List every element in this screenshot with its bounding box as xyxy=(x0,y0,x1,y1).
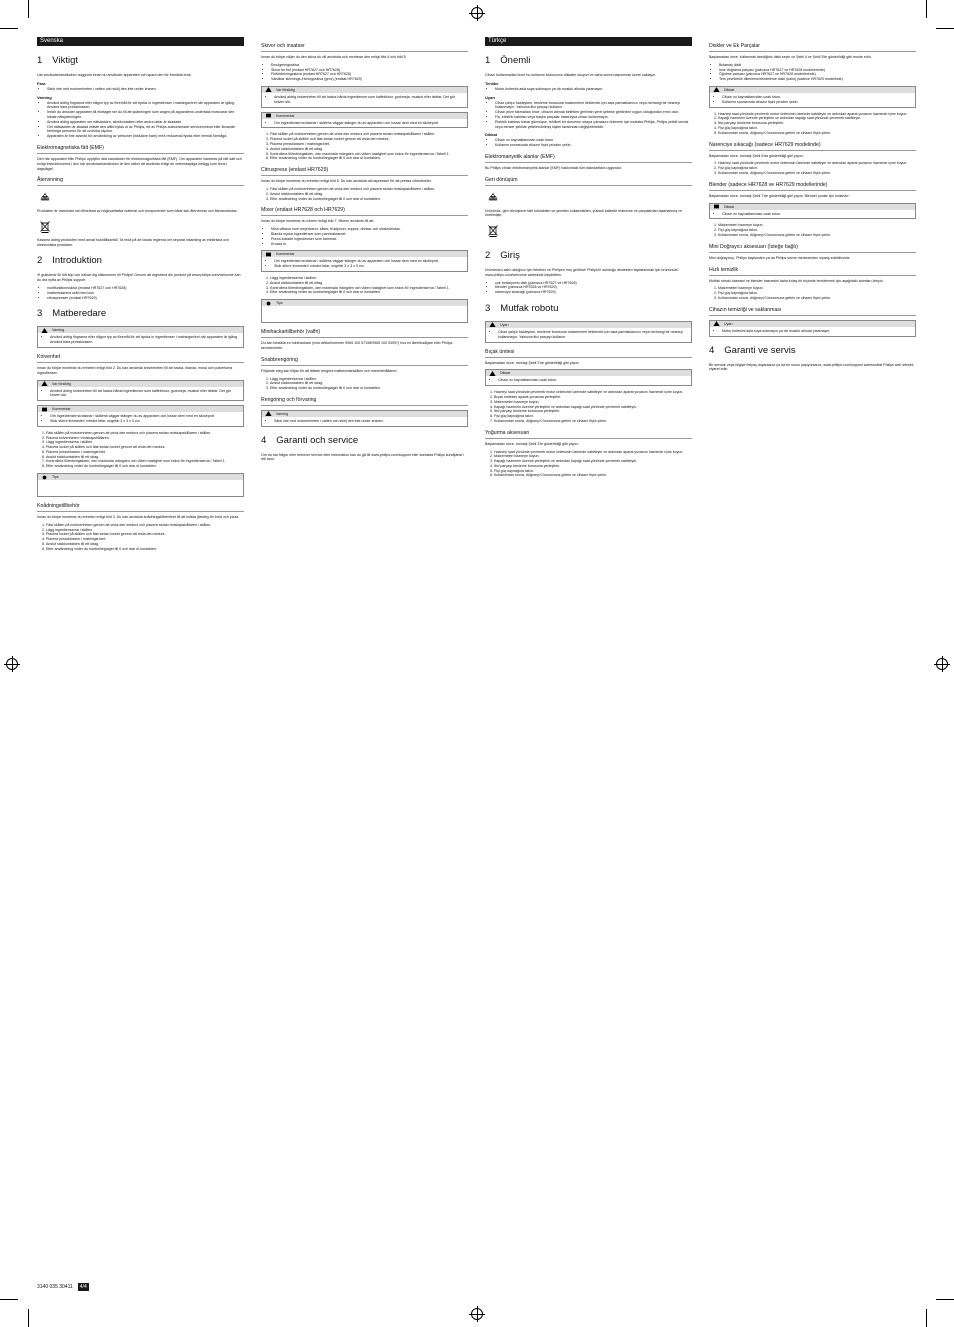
tips-box xyxy=(37,473,244,497)
danger-label: Fara xyxy=(37,80,46,86)
column-svenska-1 xyxy=(37,37,244,555)
danger-list xyxy=(485,87,692,92)
section-heading-garanti: 4 Garanti och service xyxy=(261,434,359,446)
subheading-emf: Elektromanyetik alanlar (EMF) xyxy=(485,154,692,163)
list-item: 1. Fäst skålen på motorenheten genom att vrida den medurs och placera sedan redskapshållaren i skålen. xyxy=(46,523,244,528)
list-item: • Skär större livsmedel i mindre bitar, ungefär 3 x 3 x 3 cm. xyxy=(274,264,463,269)
list-item: 2. Anslut stickkontakten till ett uttag. xyxy=(270,381,468,386)
list-item: 1. Fäst skålen på motorenheten genom att vrida den medurs och placera sedan redskapshållaren i skålen. xyxy=(270,187,468,192)
list-item: • Om nätsladden är skadad måste den alltid bytas ut av Philips, ett av Philips auktoriserade serviceombud eller liknande behöriga personer för att undvika olyckor. xyxy=(47,125,244,135)
steps-list xyxy=(709,161,916,175)
subheading-rengoring: Rengöring och förvaring xyxy=(261,397,468,406)
section-heading-giris: 2 Giriş xyxy=(485,249,520,261)
registration-mark-icon xyxy=(471,1308,483,1320)
recycling-text-2: Kassera aldrig produkten med annat hushållsavfall. Ta reda på de lokala reglerna om separat insamling av elektriska och elektroniska produkter. xyxy=(37,237,229,247)
list-item: 4. Placera locket på skålen och fäst sedan locket genom att vrida det medurs. xyxy=(46,445,244,450)
list-item: 3. Efter användning vrider du kontrollreglaget till 0 och drar ut kontakten. xyxy=(270,197,468,202)
subheading-minihackare: Minihackartillbehör (valfri) xyxy=(261,329,468,338)
column-turkce-1 xyxy=(485,37,692,481)
list-item: • multifunktionsskiva (endast HR7627 och HR7628) xyxy=(47,286,244,291)
warning-triangle-icon xyxy=(265,411,272,416)
list-item: 6. Kullanımdan sonra, düğmeyi 0 konumuna getirin ve cihazın fişini çekin. xyxy=(494,473,692,478)
list-item: 1. Hazneyi saat yönünde çevirerek motor ünitesinin üzerinde sabitleyin ve ardından aparat yuvasını haznenin içine koyun. xyxy=(718,112,916,117)
list-item: • Använd aldrig knivenheten till att hacka hårda ingredienser som kaffebönor, gurkmeja, muskot eller isbitar. Det gör kniven slö. xyxy=(274,95,463,105)
column-turkce-2 xyxy=(709,37,916,375)
list-item: 5. Anslut stickkontakten till ett uttag. xyxy=(46,542,244,547)
box-label: Var försiktig xyxy=(276,87,295,92)
list-item: • Skiva för fint (endast HR7627 och HR7628) xyxy=(271,68,468,73)
steps-list xyxy=(709,112,916,136)
list-item: • Finfördelningsskiva (endast HR7627 och HR7628) xyxy=(271,72,468,77)
steps-list xyxy=(485,390,692,424)
list-item: 2. Lägg ingredienserna i skålen. xyxy=(46,528,244,533)
warning-label: Uyarı xyxy=(485,94,496,100)
list-item: • Använd aldrig apparaten om nätsladden, stickkontakten eller andra delar är skadade. xyxy=(47,120,244,125)
crop-mark xyxy=(926,0,927,18)
registration-mark-icon xyxy=(6,658,18,670)
list-item: • Om ingredienserna fastnar i skålens väggar stänger du av apparaten och lossar dem med en slickepott. xyxy=(274,121,463,126)
subheading-citruspress: Citruspress (endast HR7629) xyxy=(261,167,468,176)
recycling-text: Ürününüz, geri dönüşüme tabi tutulabilen ve yeniden kullanılabilen, yüksek kalitede malzeme ve parçalardan tasarlanmış ve üretilmiştir. xyxy=(485,208,682,218)
box-label: Uyarı xyxy=(500,322,509,327)
list-item: 1. Malzemeleri hazneye koyun. xyxy=(718,286,916,291)
page-footer xyxy=(37,1283,89,1291)
warning-label: Varning xyxy=(37,94,52,100)
list-item: 5. Fişi güç kaynağına takın. xyxy=(494,469,692,474)
knivenhet-text: Innan du börjar monterar du enheten enligt bild 2. Du kan använda knivenheten till att hacka, blanda, mosa och pulverisera ingredienser. xyxy=(37,365,233,375)
blender-text: Başlamadan önce, montajı Şekil 7'de gösterildiği gibi yapın. Blender şunlar için kullanılır: xyxy=(709,193,850,198)
steps-list xyxy=(709,223,916,237)
box-label: Uyarı xyxy=(724,321,733,326)
list-item: • Cihazı prize takmadan önce, cihazın altında belirtilen gerilimin yerel şebeke gerilimine uygun olduğundan emin olun. xyxy=(495,110,692,115)
list-item: • Emulgeringsskiva xyxy=(271,63,468,68)
subheading-snabbrengoring: Snabbrengöring xyxy=(261,357,468,366)
list-item: 2. Anslut stickkontakten till ett uttag. xyxy=(270,281,468,286)
bicak-text: Başlamadan önce, montajı Şekil 2'de gösterildiği gibi yapın. xyxy=(485,360,580,365)
list-item: 5. İtici parçayı besleme borusuna yerleştirin. xyxy=(494,409,692,414)
crop-mark xyxy=(28,1309,29,1327)
introduction-text: Vi gratulerar till ditt köp och hälsar dig välkommen till Philips! Genom att registrera din produkt på www.philips.com/welcome kan du dra nytta av Philips support. xyxy=(37,273,241,283)
comment-box xyxy=(261,112,468,129)
box-label: Tips xyxy=(276,301,283,306)
mixer-text: Innan du börjar monterar du mixern enligt bild 7. Mixern används till att: xyxy=(261,219,375,224)
subheading-yogurma: Yoğurma aksesuarı xyxy=(485,430,692,439)
subheading-emf: Elektromagnetiska fält (EMF) xyxy=(37,145,244,154)
tips-box xyxy=(261,299,468,323)
list-item: • Motor ünitesini asla suya sokmayın ya da musluk altında yıkamayın. xyxy=(722,329,911,334)
list-item: 4. Fişi güç kaynağına takın. xyxy=(718,126,916,131)
list-item: 1. Hazneyi saat yönünde çevirerek motor ünitesinin üzerinde sabitleyin ve ardından aparat yuvasını haznenin içine koyun. xyxy=(494,450,692,455)
warning-box xyxy=(37,326,244,348)
list-item: • Om ingredienserna fastnar i skålens väggar stänger du av apparaten och lossar dem med en slickepott. xyxy=(274,259,463,264)
list-item: 2. Kapağı haznenin üzerine yerleştirin ve ardından kapağı saat yönünde çevirerek sabitleyin. xyxy=(718,116,916,121)
list-item: 3. Kullanımdan sonra, düğmeyi 0 konumuna getirin ve cihazın fişini çekin. xyxy=(718,296,916,301)
steps-list xyxy=(485,450,692,479)
caution-box xyxy=(485,369,692,386)
caution-icon xyxy=(489,371,496,376)
list-item: 5. Kontrollera tillredningstiden, den maximala mängden och vilken hastighet som krävs för ingredienserna i Tabell 1. xyxy=(270,152,468,157)
introduction-text: Ürününüzü satın aldığınız için tebrikler ve Philips'e hoş geldiniz! Philips'in sunduğu destekten faydalanmak için ürününüzü www.philips.com/welcome adresinde kaydettirin. xyxy=(485,267,679,277)
subheading-hizli-temizlik: Hızlı temizlik xyxy=(709,267,916,276)
recycle-icon xyxy=(39,192,51,204)
list-item: • İnce doğrama parçası (yalnızca HR7627 ve HR7628 modellerinde) xyxy=(719,68,916,73)
caution-icon xyxy=(265,87,272,92)
narenciye-text: Başlamadan önce, montajı Şekil 6'da gösterildiği gibi yapın. xyxy=(709,153,804,158)
list-item: 4. Kapağı haznenin üzerine yerleştirin ve ardından kapağı saat yönünde çevirerek sabitleyin. xyxy=(494,405,692,410)
list-item: • narenciye sıkacağı (yalnızca HR7629) xyxy=(495,290,692,295)
list-item: 6. Efter användning vrider du kontrollreglaget till 0 och drar ut kontakten. xyxy=(46,547,244,552)
section-heading-introduktion: 2 Introduktion xyxy=(37,255,102,267)
hizli-text: Mutfak robotu kasesini ve blender haznesini daha kolay bir biçimde temizlemek için aşağıdaki adımları izleyin. xyxy=(709,278,884,283)
section-heading-mutfak-robotu: 3 Mutfak robotu xyxy=(485,302,559,314)
list-item: • Fiş, elektrik kablosu veya başka parçalar hasarlıysa cihazı kullanmayın. xyxy=(495,115,692,120)
list-item: 2. Bıçak ünitesini aparat yuvasına yerleştirin. xyxy=(494,395,692,400)
list-item: 1. Fäst skålen på motorenheten genom att vrida den medurs och placera sedan redskapshållaren i skålen. xyxy=(270,132,468,137)
list-item: • Kullanım sonrasında cihazın fişini prizden çekin. xyxy=(495,143,692,148)
list-item: 2. Anslut stickkontakten till ett uttag. xyxy=(270,192,468,197)
caution-icon xyxy=(713,87,720,92)
language-tab-turkce: Türkçe xyxy=(485,37,692,46)
snabb-text: Följande steg kan följas för att lättare rengöra matberedarskålen och mixerbehållaren. xyxy=(261,368,398,373)
box-label: Kommentar xyxy=(276,252,295,257)
citrus-text: Innan du börjar monterar du enheten enligt bild 6. Du kan använda citruspressen för att pressa citrusfrukter. xyxy=(261,179,432,184)
list-item: • matberedarens skål med lock xyxy=(47,291,244,296)
list-item: 3. Efter användning vrider du kontrollreglaget till 0 och drar ut kontakten. xyxy=(270,386,468,391)
box-label: Dikkat xyxy=(724,204,734,209)
list-item: 6. Fişi güç kaynağına takın. xyxy=(494,414,692,419)
list-item: • Använd aldrig fingrarna eller någon typ av föremål för att trycka in ingredienser i matningsröret när apparaten är igång. Använd bara pressklossen. xyxy=(50,335,239,345)
steps-list xyxy=(261,132,468,161)
box-label: Tips xyxy=(52,475,59,480)
box-label: Dikkat xyxy=(724,87,734,92)
emf-text: Den här apparaten från Philips uppfyller alla standarder för elektromagnetiska fält (EMF). Om apparaten hanteras på rätt sätt och enligt instruktionerna i den här användarhandboken är den säker att använda enligt de vetenskapliga belägg som finns i dagsläget. xyxy=(37,156,242,171)
caution-box xyxy=(37,380,244,402)
list-item: • Elektrik kablosu hasar görmüşse, tehlikeli bir durumun ortaya çıkmasını önlemek için mutlaka Philips, Philips yetkili servisi veya benzer şekilde yetkilendirilmiş kişiler tarafından değiştirilmelidir. xyxy=(495,120,692,130)
page-number: 4/4 xyxy=(79,1284,87,1290)
list-item: 7. Kontrollera tillredningstiden, den maximala mängden och vilken hastighet som krävs för ingredienserna i Tabell 1. xyxy=(46,459,244,464)
emf-text: Bu Philips cihazı elektromanyetik alanlar (EMF) hakkındaki tüm standartlara uygundur. xyxy=(485,165,623,170)
product-list xyxy=(37,286,244,300)
list-item: 3. Lägg ingredienserna i skålen. xyxy=(46,440,244,445)
caution-icon xyxy=(41,381,48,386)
list-item: 2. Fişi güç kaynağına takın. xyxy=(718,228,916,233)
list-item: 3. Kullanımdan sonra, düğmeyi 0 konumuna getirin ve cihazın fişini çekin. xyxy=(718,233,916,238)
list-item: • Blanda mjuka ingredienser som pannkakssmet. xyxy=(271,232,468,237)
caution-box xyxy=(709,86,916,108)
list-item: • Sänk inte ned motorenheten i vatten och skölj den inte under kranen. xyxy=(47,87,244,92)
list-item: • Bulamaç diski xyxy=(719,63,916,68)
list-item: 6. Efter användning vrider du kontrollreglaget till 0 och drar ut kontakten. xyxy=(270,156,468,161)
list-item: 1. Lägg ingredienserna i skålen. xyxy=(270,377,468,382)
intro-text: Cihazı kullanmadan önce bu kullanım kılavuzunu dikkatle okuyun ve daha sonra başvurmak üzere saklayın. xyxy=(485,73,657,77)
registration-mark-icon xyxy=(471,7,483,19)
warning-triangle-icon xyxy=(41,328,48,333)
diskler-text: Başlamadan önce, kullanmak istediğiniz diski seçin ve Şekil 4 ve Şekil 5'te gösterildiği gibi monte edin. xyxy=(709,55,872,59)
box-label: Varning xyxy=(276,411,289,416)
subheading-mini-dograyici: Mini Doğrayıcı aksesuarı (İsteğe bağlı) xyxy=(709,244,916,253)
list-item: 2. Placera knivenheten i redskapshållaren. xyxy=(46,436,244,441)
section-heading-onemli: 1 Önemli xyxy=(485,55,531,66)
list-item: • Motor ünitesini asla suya sokmayın ya da musluk altında yıkamayın. xyxy=(495,87,692,92)
knadning-text: Innan du börjar monterar du enheten enligt bild 3. Du kan använda knådningstillbehöret till att knåda jästdeg för bröd och pizza. xyxy=(37,515,240,520)
list-item: • Purea kokade ingredienser som barnmat. xyxy=(271,237,468,242)
list-item: 1. Lägg ingredienserna i skålen. xyxy=(270,276,468,281)
comment-box xyxy=(261,250,468,272)
caution-box xyxy=(261,86,468,108)
tip-star-icon xyxy=(41,475,48,480)
disc-list xyxy=(261,63,468,82)
crop-mark xyxy=(926,1309,927,1327)
list-item: 1. Fäst skålen på motorenheten genom att vrida den medurs och placera sedan redskapshållaren i skålen. xyxy=(46,431,244,436)
list-item: 3. Kullanımdan sonra, düğmeyi 0 konumuna getirin ve cihazın fişini çekin. xyxy=(718,171,916,176)
list-item: 3. Kapağı haznenin üzerine yerleştirin ve ardından kapağı saat yönünde çevirerek sabitleyin. xyxy=(494,459,692,464)
yogurma-text: Başlamadan önce, montajı Şekil 3'te gösterildiği gibi yapın. xyxy=(485,441,579,446)
skivor-text: Innan du börjar väljer du den skiva du vill använda och monterar den enligt bild 4 och bild 5. xyxy=(261,55,407,59)
comment-icon xyxy=(41,407,48,412)
list-item: 2. Fişi güç kaynağına takın. xyxy=(718,166,916,171)
steps-list xyxy=(709,286,916,300)
list-item: 4. İtici parçayı besleme borusuna yerleştirin. xyxy=(494,464,692,469)
steps-list xyxy=(261,377,468,391)
warning-list xyxy=(37,101,244,139)
list-item: 2. Placera locket på skålen och fäst sedan locket genom att vrida det medurs. xyxy=(270,137,468,142)
warning-box xyxy=(709,320,916,337)
subheading-temizlik: Cihazın temizliği ve saklanması xyxy=(709,307,916,316)
list-item: • Innan du ansluter apparaten till eluttaget ser du till att spänningen som anges på apparatens undersida motsvarar den lokala nätspänningen. xyxy=(47,110,244,120)
mixer-list xyxy=(261,227,468,246)
section-heading-viktigt: 1 Viktigt xyxy=(37,55,78,66)
list-item: • Cihaz çalışır haldeyken, besleme borusuna malzemeleri iteklemek için asla parmaklarınızı veya herhangi bir nesneyi kullanmayın. Yalnızca itici parçayı kullanın. xyxy=(495,101,692,111)
warning-list xyxy=(485,101,692,130)
disc-list xyxy=(709,63,916,82)
comment-icon xyxy=(713,204,720,209)
garanti-text: Om du har frågor eller behöver service eller information kan du gå till www.philips.com/support eller kontakta Philips kundtjänst i ditt land. xyxy=(261,452,464,462)
list-item: • Apparaten är inte avsedd för användning av personer (inklusive barn) med reducerad fysisk eller mental förmåga. xyxy=(47,134,244,139)
list-item: 3. Placera pressklossen i matningsröret. xyxy=(270,142,468,147)
subheading-blender: Blender (sadece HR7628 ve HR7629 modellerinde) xyxy=(709,182,916,191)
list-item: • citruspressen (endast HR7629) xyxy=(47,296,244,301)
section-heading-matberedare: 3 Matberedare xyxy=(37,308,107,320)
crossed-bin-icon xyxy=(487,224,499,237)
steps-list xyxy=(37,523,244,552)
list-item: 5. Kullanımdan sonra, düğmeyi 0 konumuna getirin ve cihazın fişini çekin. xyxy=(718,131,916,136)
list-item: 2. Fişi güç kaynağına takın. xyxy=(718,291,916,296)
list-item: 1. Hazneyi saat yönünde çevirerek motor ünitesinin üzerinde sabitleyin ve ardından aparat yuvasını haznenin içine koyun. xyxy=(718,161,916,166)
list-item: 5. Placera pressklossen i matningsröret. xyxy=(46,450,244,455)
tip-star-icon xyxy=(265,301,272,306)
crossed-bin-icon xyxy=(39,220,51,233)
list-item: • Krossa is. xyxy=(271,242,468,247)
crop-mark xyxy=(936,28,954,29)
list-item: • Cihaz çalışır haldeyken, besleme borusuna malzemeleri iteklemek için asla parmaklarınızı veya herhangi bir nesneyi kullanmayın. Yalnızca itici parçayı kullanın. xyxy=(498,330,687,340)
subheading-diskler: Diskler ve Ek Parçalar xyxy=(709,43,916,52)
list-item: • Cihazı ısı kaynaklarından uzak tutun. xyxy=(722,212,911,217)
box-label: Dikkat xyxy=(500,371,510,376)
warning-triangle-icon xyxy=(713,321,720,326)
list-item: 3. Kontrollera tillredningstiden, den maximala mängden och vilken hastighet som krävs för ingredienserna i Tabell 1. xyxy=(270,286,468,291)
language-tab-svenska: Svenska xyxy=(37,37,244,46)
list-item: 6. Anslut stickkontakten till ett uttag. xyxy=(46,455,244,460)
list-item: 4. Placera pressklossen i matningsröret. xyxy=(46,537,244,542)
crop-mark xyxy=(936,1299,954,1300)
comment-icon xyxy=(265,252,272,257)
steps-list xyxy=(37,431,244,469)
comment-icon xyxy=(265,113,272,118)
list-item: • Använd aldrig fingrarna eller någon typ av föremål för att trycka in ingredienser i matningsröret när apparaten är igång. Använd bara pressklossen. xyxy=(47,101,244,111)
list-item: 1. Hazneyi saat yönünde çevirerek motor ünitesinin üzerinde sabitleyin ve ardından aparat yuvasını haznenin içine koyun. xyxy=(494,390,692,395)
list-item: 4. Anslut stickkontakten till ett uttag. xyxy=(270,147,468,152)
section-heading-garanti: 4 Garanti ve servis xyxy=(709,344,796,356)
document-code: 3140 035 30411 xyxy=(37,1284,73,1290)
danger-label: Tehlike xyxy=(485,80,499,86)
subheading-narenciye: Narenciye sıkacağı (sadece HR7629 modelinde) xyxy=(709,142,916,151)
mini-text: Du kan beställa en minihackare (med artikelnummer 9965 100 57198/9965 100 53997) hos en återförsäljare eller Philips servicecenter. xyxy=(261,341,453,350)
list-item: • Cihazı ısı kaynaklarından uzak tutun. xyxy=(498,378,687,383)
caution-list xyxy=(485,138,692,148)
box-label: Kommentar xyxy=(52,407,71,412)
crop-mark xyxy=(0,1299,18,1300)
mini-text: Mini doğrayıcıyı, Philips bayisinden ya da Philips servis merkezinden sipariş edebilirsiniz. xyxy=(709,255,851,260)
list-item: 7. Kullanımdan sonra, düğmeyi 0 konumuna getirin ve cihazın fişini çekin. xyxy=(494,419,692,424)
column-svenska-2 xyxy=(261,37,468,465)
list-item: • Använd aldrig knivenheten till att hacka hårda ingredienser som kaffebönor, gurkmeja, muskot eller isbitar. Det gör kniven slö. xyxy=(50,389,239,399)
crop-mark xyxy=(0,28,18,29)
recycle-icon xyxy=(487,192,499,204)
subheading-skivor: Skivor och insatser xyxy=(261,43,468,52)
comment-box xyxy=(37,405,244,427)
list-item: • Ters çevrilebilir dilimleme/rendeleme diski (kalın) (sadece HR7629 modelinde) xyxy=(719,77,916,82)
warning-triangle-icon xyxy=(489,322,496,327)
list-item: • Öğütme parçası (yalnızca HR7627 ve HR7628 modellerinde) xyxy=(719,72,916,77)
crop-mark xyxy=(28,0,29,18)
list-item: • Cihazı ısı kaynaklarından uzak tutun. xyxy=(495,138,692,143)
intro-text: Läs användarhandboken noggrant innan du använder apparaten och spara den för framtida bruk. xyxy=(37,73,192,77)
subheading-knivenhet: Knivenhet xyxy=(37,354,244,363)
list-item: 3. İtici parçayı besleme borusuna yerleştirin. xyxy=(718,121,916,126)
list-item: 3. Malzemeleri hazneye koyun. xyxy=(494,400,692,405)
list-item: • blender (yalnızca HR7628 ve HR7629) xyxy=(495,285,692,290)
list-item: • Skär större livsmedel i mindre bitar, ungefär 3 x 3 x 3 cm. xyxy=(50,419,239,424)
subheading-geri-donusum: Geri dönüşüm xyxy=(485,177,692,186)
list-item: • çok fonksiyonlu disk (yalnızca HR7627 ve HR7628) xyxy=(495,281,692,286)
warning-box xyxy=(485,321,692,343)
list-item: 8. Efter användning vrider du kontrollreglaget till 0 och drar ut kontakten. xyxy=(46,464,244,469)
product-list xyxy=(485,281,692,295)
danger-list xyxy=(37,87,244,92)
subheading-mixer: Mixer (endast HR7628 och HR7629) xyxy=(261,207,468,216)
list-item: 4. Efter användning vrider du kontrollreglaget till 0 och drar ut kontakten. xyxy=(270,290,468,295)
subheading-bicak: Bıçak ünitesi xyxy=(485,349,692,358)
comment-box xyxy=(709,203,916,220)
steps-list xyxy=(261,187,468,201)
subheading-knadning: Knådningstillbehör xyxy=(37,503,244,512)
list-item: 2. Malzemeleri hazneye koyun. xyxy=(494,454,692,459)
list-item: 1. Malzemeleri hazneye koyun. xyxy=(718,223,916,228)
steps-list xyxy=(261,276,468,295)
registration-mark-icon xyxy=(936,658,948,670)
box-label: Var försiktig xyxy=(52,381,71,386)
list-item: • Vändbar skivnings-/rivningsskiva (grov) (endast HR7629) xyxy=(271,77,468,82)
list-item: • Kullanım sonrasında cihazın fişini prizden çekin. xyxy=(722,100,911,105)
list-item: • Om ingredienserna fastnar i skålens väggar stänger du av apparaten och lossar dem med en slickepott. xyxy=(50,414,239,419)
warning-box xyxy=(261,410,468,427)
list-item: 3. Placera locket på skålen och fäst sedan locket genom att vrida det medurs. xyxy=(46,532,244,537)
list-item: • Sänk inte ned motorenheten i vatten och skölj den inte under kranen. xyxy=(274,419,463,424)
recycling-text: Produkten är utvecklad och tillverkad av högkvalitativa material och komponenter som både kan återvinnas och återanvändas. xyxy=(37,209,238,214)
list-item: • Cihazı ısı kaynaklarından uzak tutun. xyxy=(722,95,911,100)
box-label: Varning xyxy=(52,328,65,333)
box-label: Kommentar xyxy=(276,113,295,118)
garanti-text: Bir servise veya bilgiye ihtiyaç duyarsanız ya da bir sorun yaşıyorsanız, www.philips.com/support adresindeki Philips web sitesini ziyaret edin. xyxy=(709,362,914,372)
list-item: • Mixa vätskor som mejerivaror, såser, fruktjuicer, soppor, drinkar och shakedrinkar. xyxy=(271,227,468,232)
caution-label: Dikkat xyxy=(485,132,498,138)
subheading-recycling: Återvinning xyxy=(37,177,244,186)
